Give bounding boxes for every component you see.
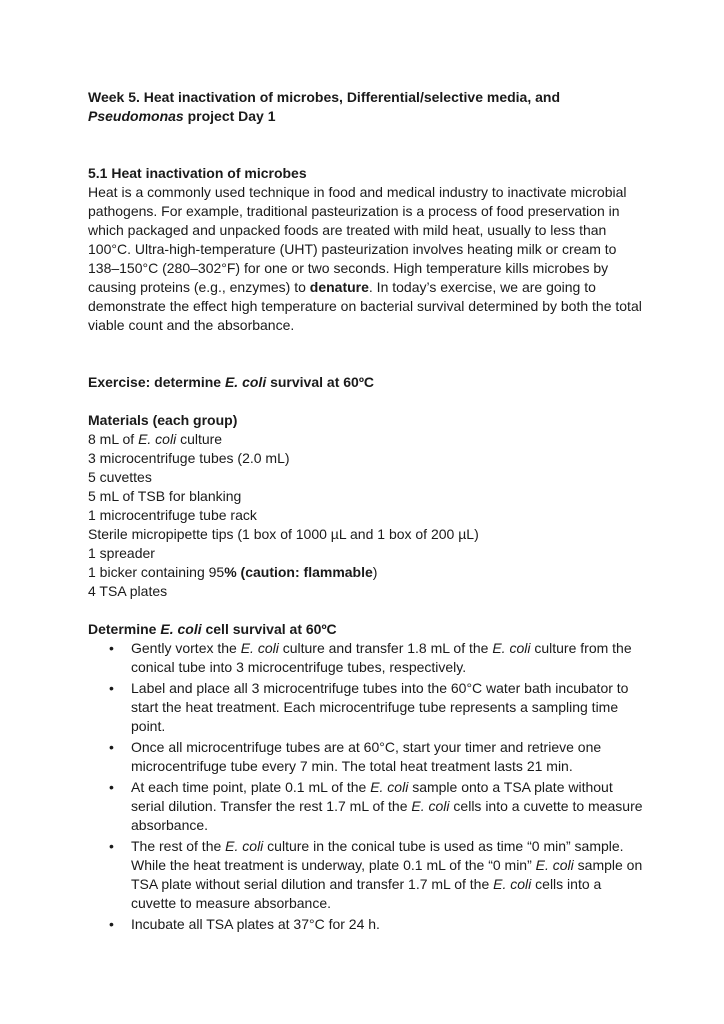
materials-item: 1 microcentrifuge tube rack [88, 507, 257, 523]
materials-item: 1 spreader [88, 545, 155, 561]
caution-flammable: caution: flammable [245, 564, 373, 580]
document-title [88, 88, 648, 126]
procedure-step: • Label and place all 3 microcentrifuge tubes into the 60°C water bath incubator to start the heat treatment. Each microcentrifuge tube represents a sampling time point. [109, 680, 629, 734]
procedure-step: • The rest of the E. coli culture in the conical tube is used as time “0 min” sample. While the heat treatment is underway, plate 0.1 mL of the “0 min” E. coli sample on TSA plate without serial dilution and transfer 1.7 mL of the E. coli cells into a cuvette to measure absorbance. [109, 838, 643, 911]
procedure-step: • Gently vortex the E. coli culture and transfer 1.8 mL of the E. coli culture from the conical tube into 3 microcentrifuge tubes, respectively. [109, 640, 632, 675]
bold-term-denature: denature [309, 279, 369, 295]
exercise-heading: Exercise: determine E. coli survival at 60ºC [88, 374, 375, 390]
bullet-icon: • [109, 640, 114, 656]
title-italic-word: Pseudomonas [88, 108, 184, 124]
procedure-list [88, 639, 648, 934]
section-heading-5-1: 5.1 Heat inactivation of microbes [88, 165, 307, 181]
document-content [88, 88, 648, 936]
title-line-2: project Day 1 [183, 108, 276, 124]
determine-heading: Determine E. coli cell survival at 60ºC [88, 621, 337, 637]
materials-item: 8 mL of E. coli culture [88, 431, 223, 447]
bullet-icon: • [109, 680, 114, 696]
materials-item: 5 mL of TSB for blanking [88, 488, 242, 504]
materials-item: 1 bicker containing 95% (caution: flammable) [88, 564, 378, 580]
title-line-1: Week 5. Heat inactivation of microbes, Differential/selective media, and [88, 89, 561, 105]
procedure-step: • Once all microcentrifuge tubes are at 60°C, start your timer and retrieve one microcentrifuge tube every 7 min. The total heat treatment lasts 21 min. [109, 739, 602, 774]
materials-item: 5 cuvettes [88, 469, 152, 485]
bullet-icon: • [109, 739, 114, 755]
bullet-icon: • [109, 916, 114, 932]
materials-item: Sterile micropipette tips (1 box of 1000 µL and 1 box of 200 µL) [88, 526, 479, 542]
bullet-icon: • [109, 779, 114, 795]
materials-item: 3 microcentrifuge tubes (2.0 mL) [88, 450, 290, 466]
section-5-1-paragraph: Heat is a commonly used technique in food and medical industry to inactivate microbial pathogens. For example, traditional pasteurization is a process of food preservation in which packaged and unpacked foods are treated with mild heat, usually to less than 100°C. Ultra-high-temperature (UHT) pasteurization involves heating milk or cream to 138–150°C (280–302°F) for one or two seconds. High temperature kills microbes by causing proteins (e.g., enzymes) to denature. In today’s exercise, we are going to demonstrate the effect high temperature on bacterial survival determined by both the total viable count and the absorbance. [88, 184, 642, 333]
materials-heading: Materials (each group) [88, 412, 238, 428]
procedure-step: • Incubate all TSA plates at 37°C for 24 h. [109, 916, 380, 932]
materials-list [88, 430, 648, 601]
procedure-step: • At each time point, plate 0.1 mL of the E. coli sample onto a TSA plate without serial dilution. Transfer the rest 1.7 mL of the E. coli cells into a cuvette to measure absorbance. [109, 779, 643, 833]
bullet-icon: • [109, 838, 114, 854]
materials-item: 4 TSA plates [88, 583, 168, 599]
